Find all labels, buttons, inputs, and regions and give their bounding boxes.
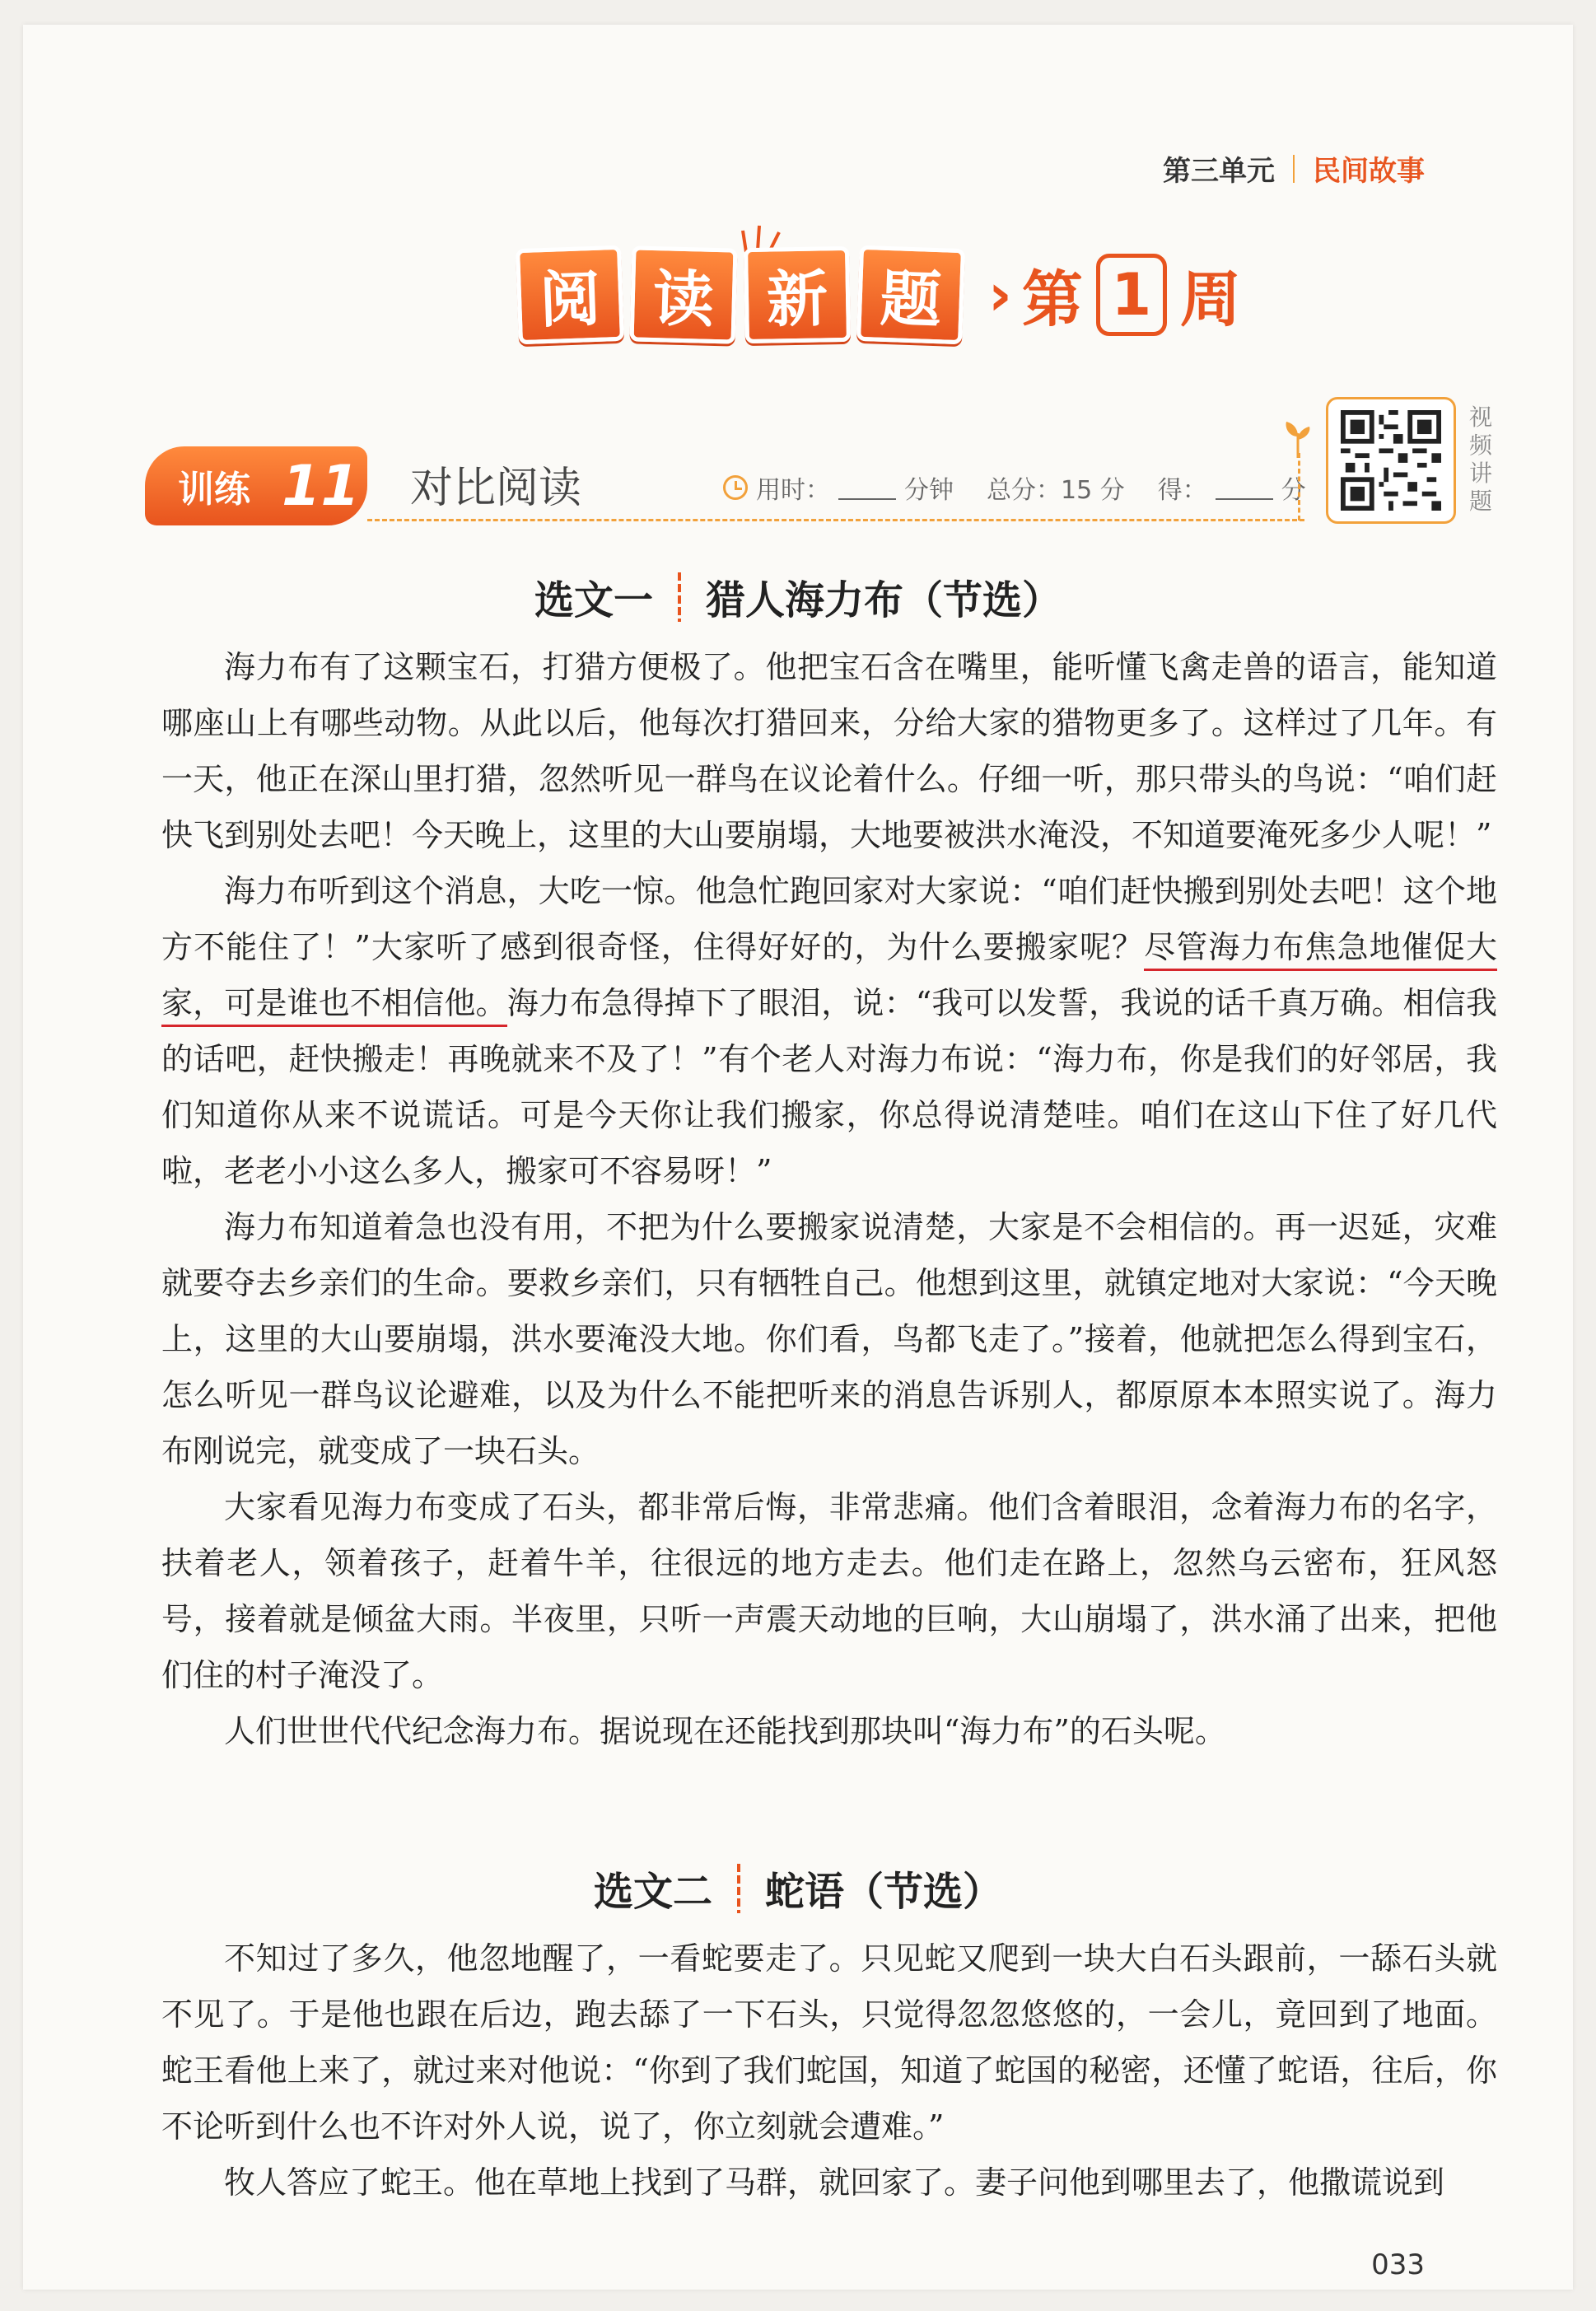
qr-caption [1466, 404, 1496, 516]
week-number: 1 [1096, 254, 1167, 336]
heading-divider [678, 572, 681, 622]
passage1-heading [23, 568, 1573, 625]
paragraph: 海力布知道着急也没有用，不把为什么要搬家说清楚，大家是不会相信的。再一迟延，灾难就要夺去乡亲们的生命。要救乡亲们，只有牺牲自己。他想到这里，就镇定地对大家说：“今天晚上，这里的大山要崩塌，洪水要淹没大地。你们看，鸟都飞走了。”接着，他就把怎么得到宝石，怎么听见一群鸟议论避难，以及为什么不能把听来的消息告诉别人，都原原本本照实说了。海力布刚说完，就变成了一块石头。 [161, 1209, 1497, 1469]
paragraph: 人们世世代代纪念海力布。据说现在还能找到那块叫“海力布”的石头呢。 [224, 1713, 1226, 1749]
time-label: 用时： [756, 476, 830, 505]
reading-banner [517, 247, 1241, 343]
passage2-title: 蛇语（节选） [765, 1869, 1003, 1915]
total-score: 总分：15 分 [987, 476, 1125, 505]
qr-code[interactable] [1326, 397, 1456, 524]
week-label [1022, 251, 1241, 338]
week-suffix: 周 [1179, 264, 1241, 335]
qr-code-icon [1341, 410, 1441, 511]
unit-label: 第三单元 [1163, 155, 1275, 188]
dashed-divider [367, 519, 1304, 521]
paragraph-text: 海力布急得掉下了眼泪，说：“我可以发誓，我说的话千真万确。相信我的话吧，赶快搬走！再晚就来不及了！”有个老人对海力布说：“海力布，你是我们的好邻居，我们知道你从来不说谎话。可是今天你让我们搬家，你总得说清楚哇。咱们在这山下住了好几代啦，老老小小这么多人，搬家可不容易呀！” [161, 985, 1497, 1189]
passage2-heading [23, 1860, 1573, 1916]
score-unit: 分 [1281, 476, 1306, 505]
page-number: 033 [1371, 2248, 1425, 2281]
time-blank[interactable] [838, 475, 896, 500]
dashed-divider-vertical [1298, 453, 1300, 521]
week-prefix: 第 [1021, 264, 1083, 335]
score-blank[interactable] [1216, 475, 1273, 500]
banner-tile: 新 [744, 246, 851, 343]
passage2-body [161, 1931, 1497, 2211]
paragraph: 牧人答应了蛇王。他在草地上找到了马群，就回家了。妻子问他到哪里去了，他撒谎说到 [224, 2164, 1445, 2201]
qr-caption-char: 频 [1468, 432, 1492, 459]
heading-divider [737, 1864, 740, 1913]
passage1-label: 选文一 [534, 577, 653, 623]
training-title: 对比阅读 [410, 464, 582, 513]
training-number: 11 [282, 453, 360, 519]
score-label: 得： [1157, 476, 1207, 505]
training-badge [145, 446, 367, 525]
time-unit: 分钟 [904, 476, 954, 505]
clock-icon [723, 475, 748, 500]
passage2-label: 选文二 [593, 1869, 712, 1915]
paragraph: 大家看见海力布变成了石头，都非常后悔，非常悲痛。他们含着眼泪，念着海力布的名字，扶着老人，领着孩子，赶着牛羊，往很远的地方走去。他们走在路上，忽然乌云密布，狂风怒号，接着就是倾盆大雨。半夜里，只听一声震天动地的巨响，大山崩塌了，洪水涌了出来，把他们住的村子淹没了。 [161, 1489, 1497, 1693]
qr-caption-char: 讲 [1468, 460, 1492, 487]
training-meta [723, 469, 1306, 506]
banner-tile: 读 [630, 245, 738, 343]
unit-theme: 民间故事 [1313, 155, 1425, 188]
banner-tile: 阅 [516, 245, 624, 344]
passage1-body [161, 639, 1497, 1759]
training-label: 训练 [178, 469, 250, 511]
underlined-sentence: 尽管海力布焦急地催促大家，可是谁也不相信他。 [161, 929, 1497, 1027]
unit-header [1163, 148, 1425, 189]
paragraph: 不知过了多久，他忽地醒了，一看蛇要走了。只见蛇又爬到一块大白石头跟前，一舔石头就不见了。于是他也跟在后边，跑去舔了一下石头，只觉得忽忽悠悠的，一会儿，竟回到了地面。蛇王看他上来了，就过来对他说：“你到了我们蛇国，知道了蛇国的秘密，还懂了蛇语，往后，你不论听到什么也不许对外人说，说了，你立刻就会遭难。” [161, 1940, 1497, 2145]
paragraph-text: 海力布听到这个消息，大吃一惊。他急忙跑回家对大家说：“咱们赶快搬到别处去吧！这个地方不能住了！”大家听了感到很奇怪，住得好好的，为什么要搬家呢？ [161, 873, 1497, 965]
header-divider [1293, 155, 1295, 183]
page [23, 25, 1573, 2290]
sprout-icon [1281, 418, 1314, 458]
passage1-title: 猎人海力布（节选） [706, 577, 1062, 623]
paragraph [161, 863, 1497, 1199]
qr-caption-char: 题 [1468, 488, 1492, 515]
chevron-right-icon: › [988, 261, 1012, 329]
paragraph: 海力布有了这颗宝石，打猎方便极了。他把宝石含在嘴里，能听懂飞禽走兽的语言，能知道哪座山上有哪些动物。从此以后，他每次打猎回来，分给大家的猎物更多了。这样过了几年。有一天，他正在深山里打猎，忽然听见一群鸟在议论着什么。仔细一听，那只带头的鸟说：“咱们赶快飞到别处去吧！今天晚上，这里的大山要崩塌，大地要被洪水淹没，不知道要淹死多少人呢！” [161, 649, 1497, 853]
banner-tile: 题 [856, 245, 965, 344]
qr-caption-char: 视 [1468, 404, 1492, 431]
